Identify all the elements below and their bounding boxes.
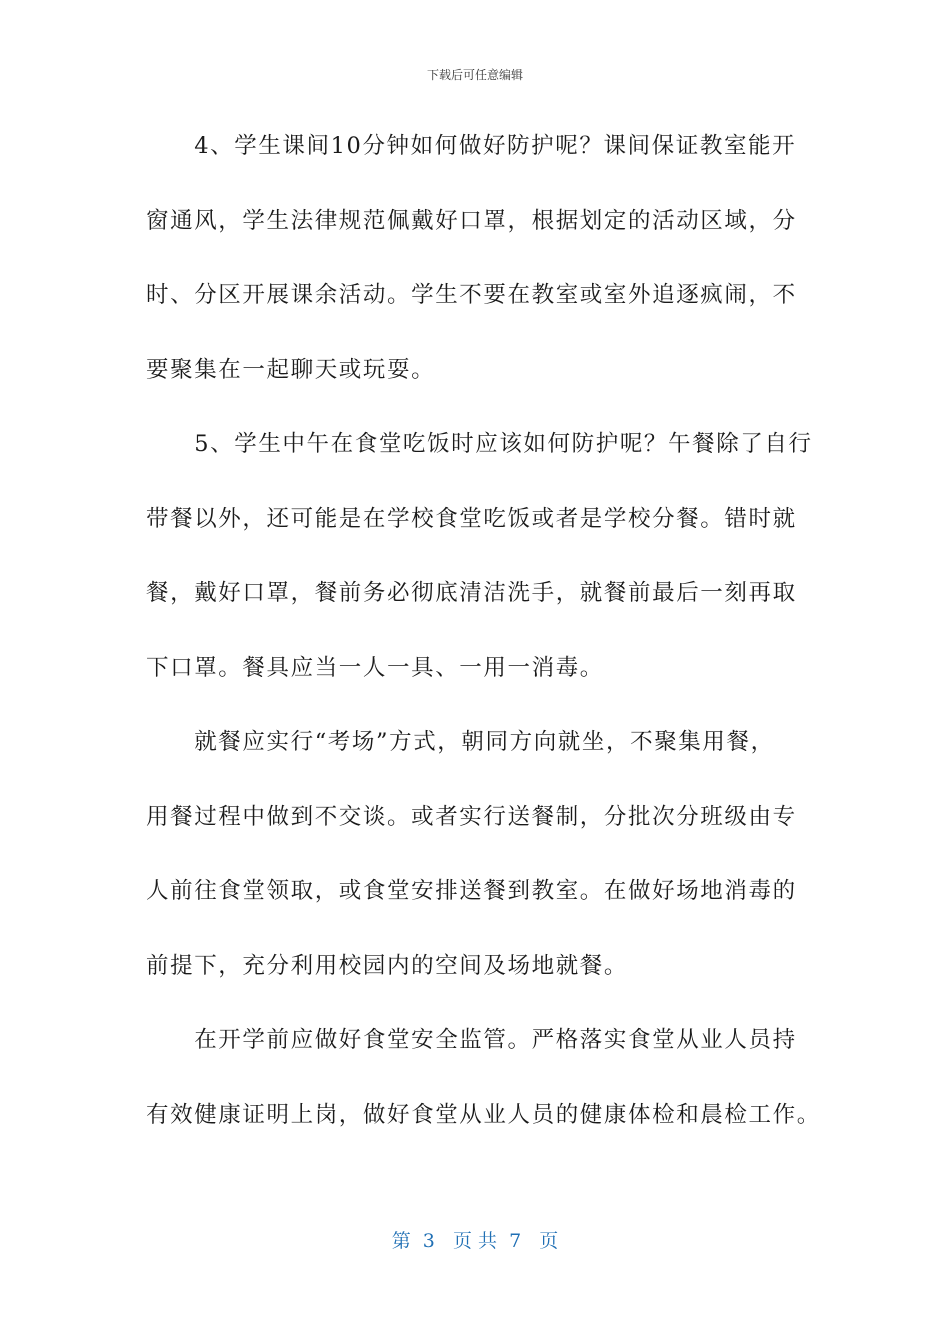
text-line: 有效健康证明上岗，做好食堂从业人员的健康体检和晨检工作。 <box>146 1101 821 1128</box>
text-line: 要聚集在一起聊天或玩耍。 <box>146 356 436 383</box>
text-line: 下口罩。餐具应当一人一具、一用一消毒。 <box>146 654 604 681</box>
page-header: 下载后可任意编辑 <box>426 68 523 82</box>
text-line: 4、学生课间10分钟如何做好防护呢？课间保证教室能开 <box>146 133 797 159</box>
text-line: 窗通风，学生法律规范佩戴好口罩，根据划定的活动区域，分 <box>146 207 797 234</box>
text-line: 人前往食堂领取，或食堂安排送餐到教室。在做好场地消毒的 <box>146 878 797 904</box>
text-line: 在开学前应做好食堂安全监管。严格落实食堂从业人员持 <box>146 1027 797 1053</box>
text-line: 就餐应实行“考场”方式，朝同方向就坐，不聚集用餐， <box>146 729 775 755</box>
text-line: 餐，戴好口罩，餐前务必彻底清洁洗手，就餐前最后一刻再取 <box>146 580 797 606</box>
page-number-footer: 第 3 页 共 7 页 <box>391 1230 559 1252</box>
text-line: 前提下，充分利用校园内的空间及场地就餐。 <box>146 952 629 979</box>
text-line: 用餐过程中做到不交谈。或者实行送餐制，分批次分班级由专 <box>146 803 797 830</box>
text-line: 时、分区开展课余活动。学生不要在教室或室外追逐疯闹，不 <box>146 282 797 308</box>
text-line: 5、学生中午在食堂吃饭时应该如何防护呢？午餐除了自行 <box>146 431 813 457</box>
document-body <box>146 124 821 1167</box>
text-line: 带餐以外，还可能是在学校食堂吃饭或者是学校分餐。错时就 <box>146 505 797 532</box>
